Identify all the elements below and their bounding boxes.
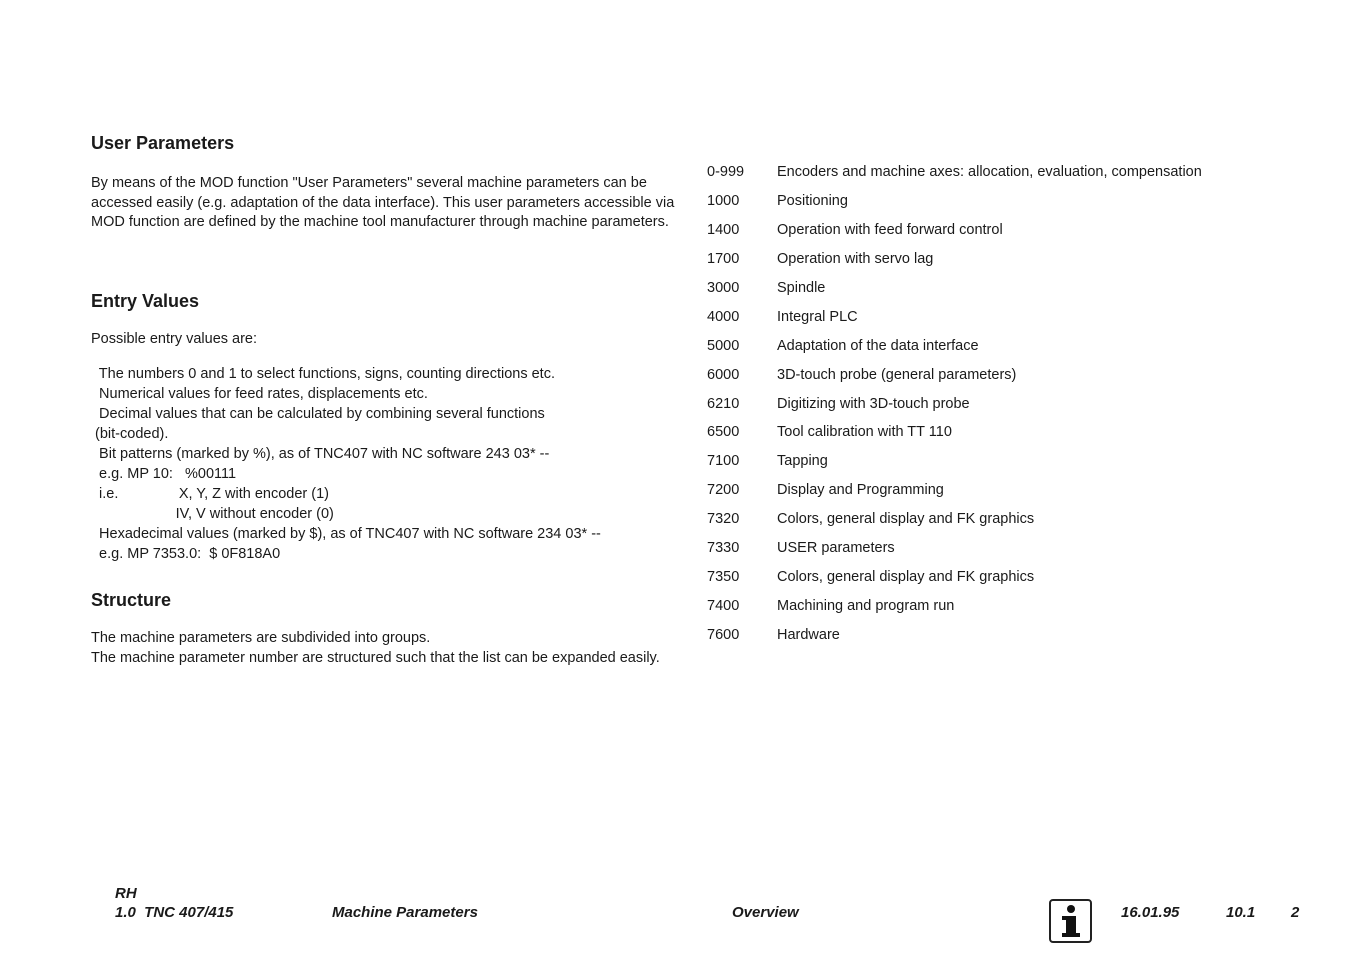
group-row: [707, 392, 1307, 421]
group-description: Integral PLC: [777, 308, 858, 325]
footer-version: 1.0 TNC 407/415: [115, 904, 234, 921]
group-number: 6210: [707, 395, 740, 412]
heading-entry-values: Entry Values: [91, 291, 200, 311]
entry-line: IV, V without encoder (0): [91, 506, 334, 522]
group-row: [707, 623, 1307, 652]
group-row: [707, 363, 1307, 392]
group-description: 3D-touch probe (general parameters): [777, 366, 1017, 383]
section-structure: [91, 589, 691, 668]
group-description: Colors, general display and FK graphics: [777, 569, 1035, 586]
group-description: Digitizing with 3D-touch probe: [777, 395, 970, 412]
group-row: [707, 189, 1307, 218]
entry-line: Hexadecimal values (marked by $), as of TNC407 with NC software 234 03* --: [91, 526, 601, 542]
group-row: [707, 247, 1307, 276]
group-number: 7600: [707, 627, 740, 643]
group-description: Tapping: [777, 453, 828, 470]
group-number: 3000: [707, 279, 740, 296]
entry-line: i.e. X, Y, Z with encoder (1): [91, 486, 330, 502]
group-number: 7330: [707, 540, 740, 557]
heading-structure: Structure: [91, 590, 172, 610]
group-description: Machining and program run: [777, 598, 955, 615]
group-number: 1400: [707, 221, 740, 238]
parameter-group-list: [707, 160, 1307, 652]
group-number: 6500: [707, 424, 740, 441]
group-number: 7400: [707, 598, 740, 615]
group-description: Positioning: [777, 192, 848, 209]
entry-line: Numerical values for feed rates, displacements etc.: [91, 386, 428, 402]
group-row: [707, 565, 1307, 594]
entry-line: Bit patterns (marked by %), as of TNC407 with NC software 243 03* --: [91, 446, 550, 462]
group-description: Operation with servo lag: [777, 250, 934, 267]
group-description: Adaptation of the data interface: [777, 337, 979, 354]
footer-section-number: 10.1: [1226, 904, 1256, 921]
footer-initials: RH: [115, 885, 137, 902]
group-row: [707, 276, 1307, 305]
entry-values-list: [91, 364, 601, 564]
entry-values-intro: Possible entry values are:: [91, 331, 258, 347]
footer-date: 16.01.95: [1121, 904, 1180, 921]
group-row: [707, 160, 1307, 189]
group-number: 1000: [707, 192, 740, 209]
group-number: 1700: [707, 250, 740, 267]
structure-text-2: The machine parameter number are structured such that the list can be expanded easily.: [91, 649, 660, 666]
user-parameters-text: By means of the MOD function "User Parameters" several machine parameters can be accessed easily (e.g. adaptation of the data interface). This user parameters accessible via MOD function are defined by the machine tool manufacturer through machine parameters.: [91, 175, 675, 230]
group-row: [707, 305, 1307, 334]
info-icon: [1049, 899, 1092, 943]
group-row: [707, 420, 1307, 449]
group-row: [707, 594, 1307, 623]
group-row: [707, 218, 1307, 247]
group-description: Hardware: [777, 627, 840, 643]
section-entry-values: [91, 290, 601, 564]
group-row: [707, 334, 1307, 363]
group-number: 7100: [707, 453, 740, 470]
entry-line: e.g. MP 7353.0: $ 0F818A0: [91, 546, 281, 562]
entry-line: e.g. MP 10: %00111: [91, 466, 237, 482]
group-number: 6000: [707, 366, 740, 383]
group-description: USER parameters: [777, 540, 895, 557]
structure-text-1: The machine parameters are subdivided into groups.: [91, 630, 431, 646]
heading-user-parameters: User Parameters: [91, 133, 235, 153]
group-description: Operation with feed forward control: [777, 221, 1003, 238]
section-user-parameters: [91, 132, 681, 233]
group-description: Spindle: [777, 279, 826, 296]
footer-section: Overview: [732, 904, 799, 921]
group-number: 5000: [707, 337, 740, 354]
group-description: Tool calibration with TT 110: [777, 424, 952, 441]
group-row: [707, 478, 1307, 507]
group-number: 7200: [707, 482, 740, 499]
entry-line: (bit-coded).: [91, 426, 169, 442]
group-description: Encoders and machine axes: allocation, evaluation, compensation: [777, 164, 1202, 180]
group-row: [707, 507, 1307, 536]
group-description: Colors, general display and FK graphics: [777, 511, 1035, 528]
footer-chapter: Machine Parameters: [332, 904, 478, 921]
group-number: 7320: [707, 511, 740, 528]
footer-page-number: 2: [1291, 904, 1300, 921]
group-number: 0-999: [707, 164, 745, 180]
group-number: 4000: [707, 308, 740, 325]
group-number: 7350: [707, 569, 740, 586]
group-row: [707, 536, 1307, 565]
group-row: [707, 449, 1307, 478]
entry-line: Decimal values that can be calculated by combining several functions: [91, 406, 545, 422]
group-description: Display and Programming: [777, 482, 944, 499]
entry-line: The numbers 0 and 1 to select functions, signs, counting directions etc.: [91, 366, 555, 382]
